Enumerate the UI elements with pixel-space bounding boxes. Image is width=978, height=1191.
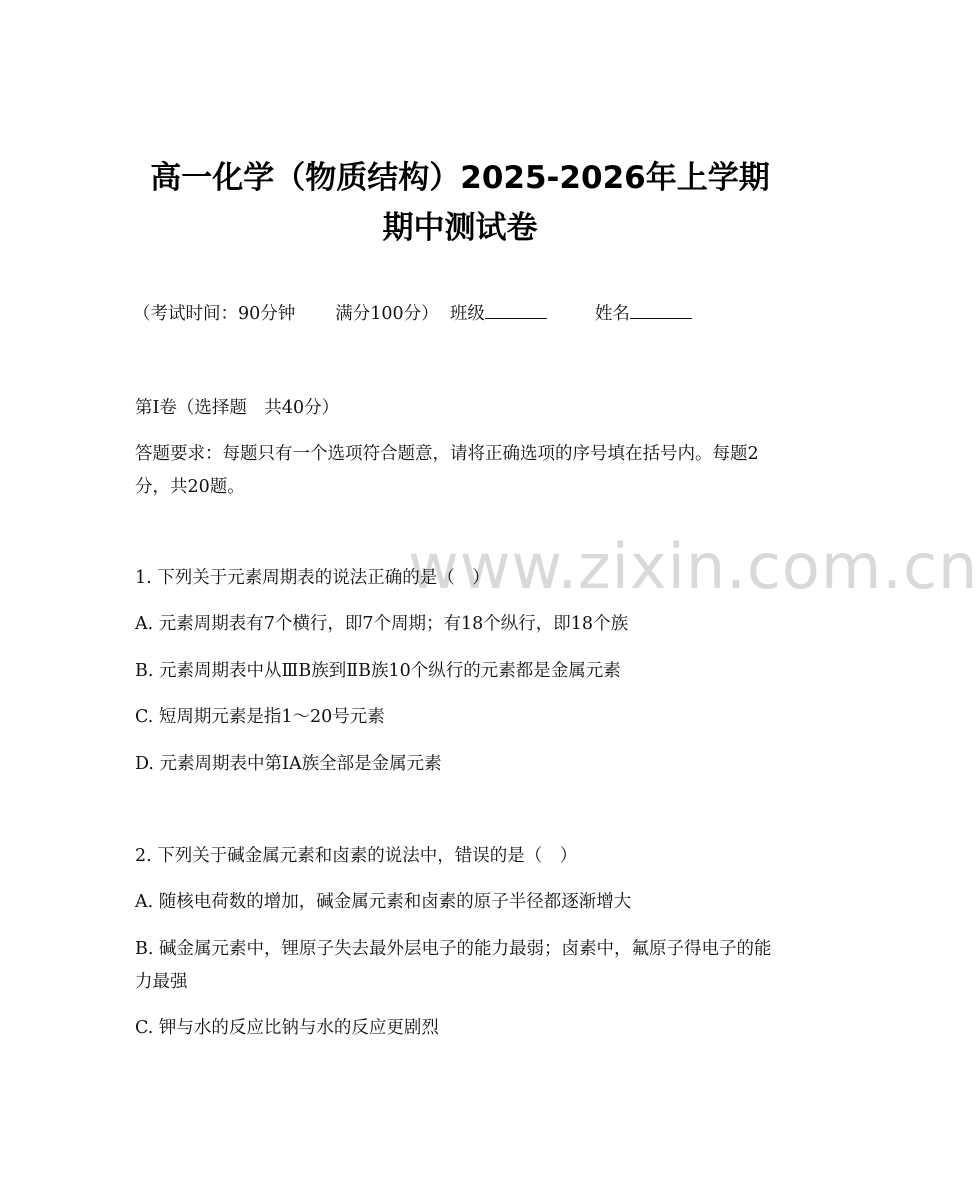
- title-line-2: 期中测试卷: [382, 210, 538, 246]
- title-line-1: 高一化学（物质结构）2025-2026年上学期: [150, 160, 770, 196]
- question-2-option-b: B. 碱金属元素中，锂原子失去最外层电子的能力最弱；卤素中，氟原子得电子的能力最强: [135, 939, 772, 992]
- question-1-option-a: A. 元素周期表有7个横行，即7个周期；有18个纵行，即18个族: [135, 614, 629, 634]
- class-label: 班级: [449, 304, 485, 324]
- name-label: 姓名: [594, 304, 630, 324]
- name-blank: [630, 302, 692, 319]
- exam-info: [133, 301, 793, 327]
- question-1-stem: 1. 下列关于元素周期表的说法正确的是（ ）: [135, 568, 490, 588]
- class-blank: [485, 302, 547, 319]
- section-instructions: 答题要求：每题只有一个选项符合题意，请将正确选项的序号填在括号内。每题2分，共20题。: [135, 444, 759, 497]
- question-2-stem: 2. 下列关于碱金属元素和卤素的说法中，错误的是（ ）: [135, 846, 578, 866]
- question-1-option-b: B. 元素周期表中从ⅢB族到ⅡB族10个纵行的元素都是金属元素: [135, 661, 621, 681]
- question-2-option-a: A. 随核电荷数的增加，碱金属元素和卤素的原子半径都逐渐增大: [135, 892, 632, 912]
- watermark: www.zixin.com.cn: [408, 530, 978, 603]
- question-1-option-c: C. 短周期元素是指1～20号元素: [135, 707, 385, 727]
- question-2-option-c: C. 钾与水的反应比钠与水的反应更剧烈: [135, 1018, 439, 1038]
- question-1-option-d: D. 元素周期表中第ⅠA族全部是金属元素: [135, 754, 442, 774]
- exam-time: （考试时间：90分钟: [133, 304, 296, 324]
- exam-score: 满分100分）: [335, 304, 439, 324]
- section-heading: 第Ⅰ卷（选择题 共40分）: [135, 398, 340, 418]
